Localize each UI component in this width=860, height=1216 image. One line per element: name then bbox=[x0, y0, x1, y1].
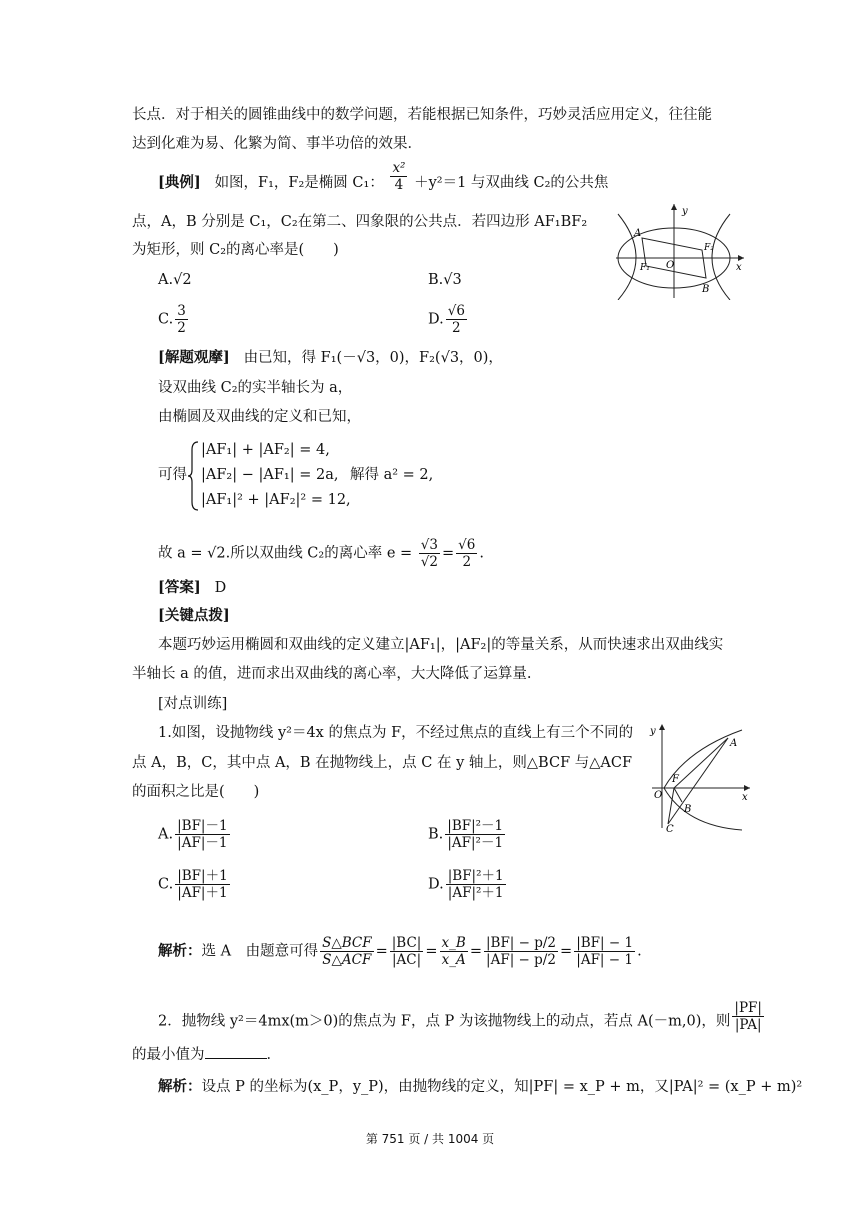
solution-s5a: 故 a = √2.所以双曲线 C₂的离心率 e = bbox=[158, 545, 413, 562]
p1-sol-f3-den: x_A bbox=[440, 951, 468, 968]
p1-solution-text: 选 A 由题意可得 bbox=[201, 943, 319, 960]
intro-line-1: 长点．对于相关的圆锥曲线中的数学问题，若能根据已知条件，巧妙灵活应用定义，往往能 bbox=[132, 107, 712, 123]
equation-2: |AF₂| − |AF₁| = 2a, bbox=[201, 467, 339, 483]
problem2-end: ． bbox=[266, 1047, 281, 1063]
p-label-f: F bbox=[672, 774, 679, 785]
p1-option-b-label: B. bbox=[428, 826, 444, 843]
p1-sol-f4-num: |BF| − p/2 bbox=[485, 935, 557, 951]
p2-fraction bbox=[732, 1000, 764, 1033]
p1-option-c-num: |BF|＋1 bbox=[177, 868, 228, 884]
solution-line-1 bbox=[158, 348, 503, 368]
p1-option-a-label: A. bbox=[158, 826, 174, 843]
answer-value: D bbox=[214, 580, 227, 596]
problem2-text: 2．抛物线 y²＝4mx(m＞0)的焦点为 F，点 P 为该抛物线上的动点，若点 A(－m,0)，则 bbox=[158, 1013, 731, 1030]
option-d-label: D. bbox=[428, 311, 444, 328]
p1-sol-f1-den: S△ACF bbox=[320, 951, 374, 968]
p1-sol-f2-den: |AC| bbox=[390, 951, 424, 968]
intro-line-2: 达到化难为易、化繁为简、事半功倍的效果． bbox=[132, 136, 422, 152]
ecc-f1-den: √2 bbox=[420, 554, 438, 570]
system-result: 解得 a² = 2, bbox=[350, 467, 434, 483]
p1-option-c bbox=[158, 868, 232, 901]
solution-line-2: 设双曲线 C₂的实半轴长为 a， bbox=[158, 380, 353, 396]
hyperbola-left bbox=[618, 214, 636, 300]
fig-label-x: x bbox=[736, 262, 742, 273]
option-c-fraction bbox=[175, 303, 188, 336]
p1-sol-f1-num: S△BCF bbox=[322, 935, 372, 951]
ecc-fraction-2 bbox=[456, 537, 477, 570]
p1-option-a bbox=[158, 818, 232, 851]
p1-solution-tag: 解析： bbox=[158, 942, 202, 960]
p1-option-a-fraction bbox=[175, 818, 229, 851]
p1-sol-fraction-1 bbox=[320, 935, 374, 968]
p1-option-d-num: |BF|²＋1 bbox=[447, 868, 504, 884]
answer-blank[interactable] bbox=[205, 1044, 267, 1059]
p2-solution-text: 设点 P 的坐标为(x_P，y_P)，由抛物线的定义，知|PF| = x_P + m，又|PA|² = (x_P + m)² bbox=[201, 1079, 803, 1095]
problem2-line-2 bbox=[132, 1044, 281, 1065]
p1-sol-f4-den: |AF| − p/2 bbox=[484, 951, 558, 968]
p1-sol-end: . bbox=[637, 943, 642, 960]
problem1-line-1: 1.如图，设抛物线 y²＝4x 的焦点为 F，不经过焦点的直线上有三个不同的 bbox=[158, 725, 634, 741]
system-prefix: 可得 bbox=[158, 467, 187, 483]
fig-label-b: B bbox=[702, 284, 710, 295]
option-c-num: 3 bbox=[177, 303, 186, 319]
p1-option-c-den: |AF|＋1 bbox=[175, 884, 229, 901]
equation-3: |AF₁|² + |AF₂|² = 12, bbox=[201, 492, 351, 508]
p1-sol-f5-den: |AF| − 1 bbox=[574, 951, 635, 968]
ecc-f1-num: √3 bbox=[420, 537, 438, 553]
ecc-f2-num: √6 bbox=[458, 537, 476, 553]
p1-option-b-fraction bbox=[445, 818, 505, 851]
fig-label-y: y bbox=[682, 206, 688, 217]
solution-tag: [解题观摩] bbox=[158, 349, 230, 366]
solution-line-5 bbox=[158, 537, 484, 570]
p1-sol-f5-num: |BF| − 1 bbox=[576, 935, 634, 951]
option-d-den: 2 bbox=[446, 319, 467, 336]
p1-option-c-label: C. bbox=[158, 876, 174, 893]
ecc-equals: = bbox=[441, 545, 455, 562]
example-q1b: ＋y²＝1 与双曲线 C₂的公共焦 bbox=[414, 175, 609, 191]
solution-s1: 由已知，得 F₁(－√3，0)，F₂(√3，0)， bbox=[243, 350, 503, 366]
ecc-fraction-1 bbox=[419, 537, 440, 570]
system-brace bbox=[188, 440, 200, 512]
keypoint-line-2: 半轴长 a 的值，进而求出双曲线的离心率，大大降低了运算量. bbox=[132, 666, 532, 682]
p1-sol-f2-num: |BC| bbox=[391, 935, 422, 951]
example-q1a: 如图，F₁，F₂是椭圆 C₁： bbox=[214, 175, 384, 191]
p2-f-den: |PA| bbox=[732, 1016, 764, 1033]
p-label-x: x bbox=[742, 792, 748, 803]
example-line-1 bbox=[158, 159, 609, 193]
p1-option-a-num: |BF|－1 bbox=[177, 818, 228, 834]
problem1-line-2: 点 A，B，C，其中点 A，B 在抛物线上，点 C 在 y 轴上，则△BCF 与△ACF bbox=[132, 755, 633, 771]
example-line-2: 点，A，B 分别是 C₁，C₂在第二、四象限的公共点．若四边形 AF₁BF₂ bbox=[132, 214, 588, 230]
solution-line-3: 由椭圆及双曲线的定义和已知， bbox=[158, 409, 361, 425]
y-axis-arrow bbox=[671, 204, 677, 210]
frac-num: x² bbox=[392, 159, 406, 176]
option-d-fraction bbox=[446, 303, 467, 336]
p-y-axis-arrow bbox=[659, 724, 665, 730]
fig-label-f1: F₁ bbox=[640, 263, 650, 273]
p1-option-d-label: D. bbox=[428, 876, 444, 893]
p-x-axis-arrow bbox=[744, 785, 750, 791]
keypoint-tag: [关键点拨] bbox=[158, 607, 230, 624]
p2-solution-tag: 解析： bbox=[158, 1078, 202, 1095]
problem2-min-text: 的最小值为 bbox=[132, 1047, 205, 1063]
p1-sol-fraction-3 bbox=[440, 935, 468, 968]
option-d bbox=[428, 303, 469, 336]
fig-label-a: A bbox=[634, 228, 642, 239]
page-footer: 第 751 页 / 共 1004 页 bbox=[365, 1132, 495, 1146]
p1-option-b bbox=[428, 818, 507, 851]
p-label-y: y bbox=[650, 726, 656, 737]
option-d-num: √6 bbox=[447, 303, 465, 319]
p1-sol-fraction-5 bbox=[574, 935, 635, 968]
p-label-b: B bbox=[684, 804, 692, 815]
ellipse-fraction bbox=[390, 160, 407, 193]
ecc-end: . bbox=[479, 545, 484, 562]
line-fb bbox=[674, 788, 682, 802]
option-c bbox=[158, 303, 190, 336]
p1-option-d bbox=[428, 868, 508, 901]
example-line-3: 为矩形，则 C₂的离心率是( ) bbox=[132, 242, 339, 258]
p2-f-num: |PF| bbox=[734, 1000, 762, 1016]
x-axis-arrow bbox=[738, 255, 744, 261]
fig-label-f2: F₂ bbox=[704, 243, 714, 253]
line-fa bbox=[674, 738, 728, 788]
p1-option-a-den: |AF|－1 bbox=[175, 834, 229, 851]
line-fc bbox=[668, 788, 674, 824]
p-label-a: A bbox=[730, 738, 738, 749]
p1-option-b-num: |BF|²－1 bbox=[447, 818, 504, 834]
p-label-c: C bbox=[666, 824, 674, 832]
ellipse-hyperbola-figure bbox=[612, 200, 748, 300]
equation-1: |AF₁| + |AF₂| = 4, bbox=[201, 442, 330, 458]
example-tag: [典例] bbox=[158, 174, 201, 191]
answer-tag: [答案] bbox=[158, 579, 201, 596]
p1-option-d-den: |AF|²＋1 bbox=[446, 884, 506, 901]
parabola-figure bbox=[646, 720, 754, 832]
p1-sol-fraction-4 bbox=[484, 935, 558, 968]
fig-label-o: O bbox=[666, 260, 675, 271]
p1-sol-fraction-2 bbox=[390, 935, 424, 968]
p1-option-b-den: |AF|²－1 bbox=[445, 834, 505, 851]
option-b: B.√3 bbox=[428, 272, 462, 288]
keypoint-line-1: 本题巧妙运用椭圆和双曲线的定义建立|AF₁|，|AF₂|的等量关系，从而快速求出双曲线实 bbox=[158, 637, 724, 653]
p2-solution-line bbox=[158, 1077, 802, 1097]
option-a: A.√2 bbox=[158, 272, 192, 288]
p1-option-c-fraction bbox=[175, 868, 229, 901]
option-c-den: 2 bbox=[177, 320, 186, 336]
p-label-o: O bbox=[654, 790, 663, 801]
problem2-line-1 bbox=[158, 1000, 766, 1033]
p1-solution-line: 解析：选 A 由题意可得 $\frac{\text{S△BCF}}{\text{S△ACF}}$ = $\frac{|BC|}{|AC|}$ = $\frac{x\_B}{x\_A}$ = $\frac{|BF| - p/2}{|AF| - p/2}$ = $\frac{|BF| - 1}{|AF| - 1}$ . bbox=[158, 935, 642, 968]
answer-line bbox=[158, 578, 226, 598]
ecc-f2-den: 2 bbox=[456, 553, 477, 570]
hyperbola-right bbox=[712, 214, 730, 300]
frac-den: 4 bbox=[390, 176, 407, 193]
p1-sol-f3-num: x_B bbox=[441, 935, 466, 951]
problem1-line-3: 的面积之比是( ) bbox=[132, 784, 260, 800]
training-tag: [对点训练] bbox=[158, 696, 228, 712]
option-c-label: C. bbox=[158, 311, 174, 328]
p1-option-d-fraction bbox=[446, 868, 506, 901]
